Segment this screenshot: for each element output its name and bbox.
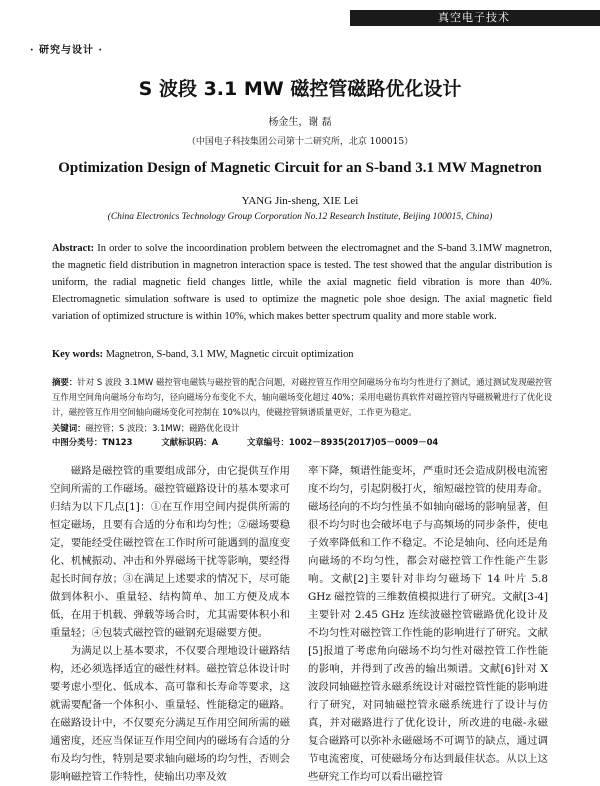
authors-chinese: 杨金生，谢 磊 (268, 117, 332, 128)
affiliation-chinese: （中国电子科技集团公司第十二研究所，北京 100015） (186, 137, 414, 147)
affiliation-english: (China Electronics Technology Group Corporation No.12 Research Institute, Beijing 100015, China) (107, 212, 493, 222)
title-chinese: S 波段 3.1 MW 磁控管磁路优化设计 (138, 78, 462, 100)
keywords-chinese-label: 关键词： (52, 423, 86, 433)
body-column-left (50, 462, 290, 786)
abstract-chinese-text: 针对 S 波段 3.1MW 磁控管电磁铁与磁控管的配合问题，对磁控管互作用空间磁场分布均匀性进行了测试，通过测试发现磁控管互作用空间角向磁场分布均匀，径向磁场分布变化不大，轴向磁场变化超过 40%；采用电磁仿真软件对磁控管内导磁极靴进行了优化设计，磁控管互作用空间轴向磁场变化可控制在 10%以内，使磁控管频谱质量更好，工作更为稳定。 (52, 377, 552, 417)
abstract-english-label: Abstract: (52, 243, 95, 254)
body-paragraph: 率下降，频谱性能变坏，严重时还会造成阴极电流密度不均匀，引起阴极打火，缩短磁控管的使用寿命。磁场径向的不均匀性虽不如轴向磁场的影响显著，但很不均匀时也会破坏电子与高频场的同步条件，使电子效率降低和工作不稳定。不论是轴向、径向还是角向磁场的不均匀性，都会对磁控管工作性能产生影响。文献[2]主要针对非均匀磁场下 14 叶片 5.8 GHz 磁控管的三维数值模拟进行了研究。文献[3-4]主要针对 2.45 GHz 连续波磁控管磁路优化设计及不均匀性对磁控管工作性能的影响进行了研究。文献[5]报道了考虑角向磁场不均匀性对磁控管工作性能的影响，并得到了改善的输出频谱。文献[6]针对 X 波段同轴磁控管永磁系统设计对磁控管性能的影响进行了研究，对同轴磁控管永磁系统进行了设计与仿真，并对磁路进行了优化设计，所改进的电磁-永磁复合磁路可以弥补永磁磁场不可调节的缺点，通过调节电流密度，可使磁场分布达到最佳状态。从以上这些研究工作均可以看出磁控管 (308, 465, 548, 783)
title-english: Optimization Design of Magnetic Circuit for an S-band 3.1 MW Magnetron (58, 160, 542, 176)
journal-name: 真空电子技术 (438, 11, 510, 24)
authors-english: YANG Jin-sheng, XIE Lei (241, 195, 359, 207)
body-column-right (308, 462, 548, 786)
keywords-chinese-text: 磁控管；S 波段；3.1MW；磁路优化设计 (85, 423, 240, 433)
abstract-english-text: In order to solve the incoordination problem between the electromagnet and the S-band 3.1MW magnetron, the magnetic field distribution in magnetron interaction space is tested. The test showed that the angular distribution is uniform, the radial magnetic field changes little, while the axial magnetic field vibration is more than 40%. Electromagnetic simulation software is used to optimize the magnetic pole shoe design. The axial magnetic field variation of optimized structure is within 10%, which makes better spectrum quality and more stable work. (52, 243, 552, 322)
keywords-chinese (52, 421, 552, 436)
abstract-chinese (52, 375, 552, 420)
body-paragraph: 磁路是磁控管的重要组成部分，由它提供互作用空间所需的工作磁场。磁控管磁路设计的基本要求可归结为以下几点[1]：①在互作用空间内提供所需的恒定磁场，且要有合适的分布和均匀性；②磁场要稳定，要能经受住磁控管在工作时所可能遇到的温度变化、机械振动、冲击和外界磁场干扰等影响，要经得起长时间存放；③在满足上述要求的情况下，尽可能做到体积小、重量轻、结构简单、加工方便及成本低，在用于机载、弹载等场合时，尤其需要体积小和重量轻；④包装式磁控管的磁钢充退磁要方便。 (50, 465, 290, 639)
document-code: 文献标识码：A (161, 437, 219, 447)
body-paragraph: 为满足以上基本要求，不仅要合理地设计磁路结构，还必须选择适宜的磁性材料。磁控管总体设计时要考虑小型化、低成本、高可靠和长寿命等要求，这就需要配备一个体积小、重量轻、性能稳定的磁路。在磁路设计中，不仅要充分满足互作用空间所需的磁通密度，还应当保证互作用空间内的磁场有合适的分布及均匀性，特别是要求轴向磁场的均匀性，否则会影响磁控管工作特性，使输出功率及效 (50, 645, 290, 783)
section-label: · 研究与设计 · (30, 45, 103, 56)
abstract-english (52, 240, 552, 325)
keywords-english-text: Magnetron, S-band, 3.1 MW, Magnetic circuit optimization (103, 349, 354, 360)
article-metadata (52, 435, 572, 450)
keywords-english-label: Key words: (52, 349, 104, 360)
article-id: 文章编号：1002－8935(2017)05－0009－04 (247, 437, 439, 447)
keywords-english (52, 346, 552, 363)
abstract-chinese-label: 摘要： (52, 377, 78, 387)
clc-number: 中图分类号：TN123 (52, 437, 133, 447)
